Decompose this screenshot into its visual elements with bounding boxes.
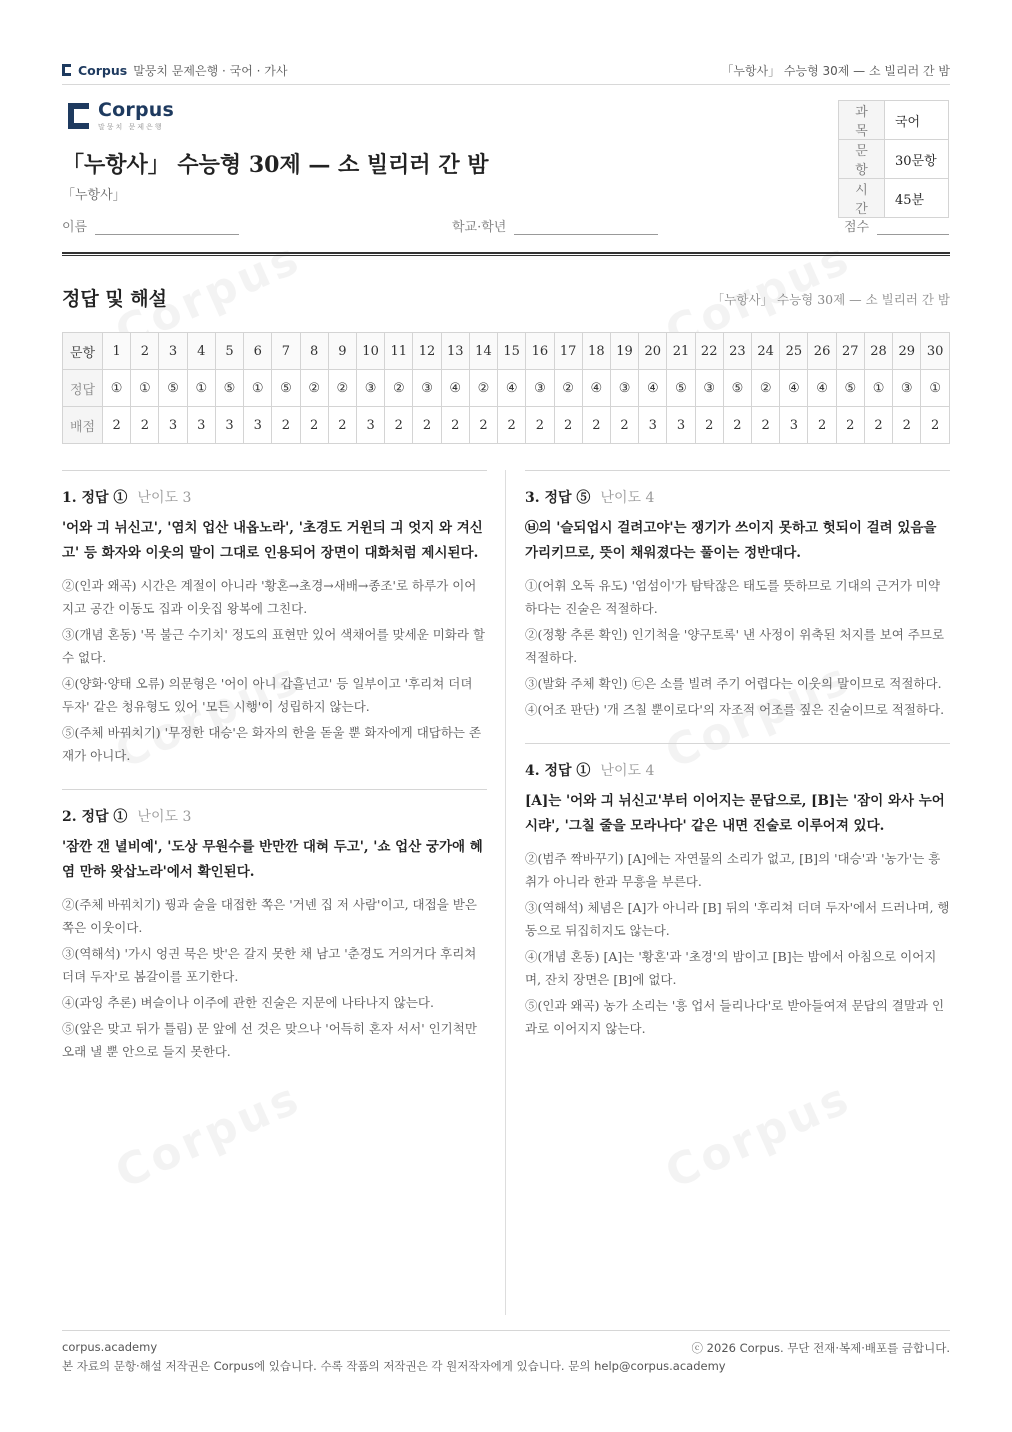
answer-number-cell: 22 [695, 333, 723, 370]
info-value-subject: 국어 [885, 101, 949, 140]
logo-word: Corpus [98, 99, 175, 121]
item-option-explanation: ②(범주 짝바꾸기) [A]에는 자연물의 소리가 없고, [B]의 '대승'과 '농가'는 흥취가 아니라 한과 무흥을 부른다. [525, 851, 941, 889]
document-subtitle: 「누항사」 [62, 188, 126, 203]
running-header-brand: Corpus [78, 62, 128, 78]
item-option-explanation: ②(인과 왜곡) 시간은 계절이 아니라 '황혼→초경→새배→종조'로 하루가 이어지고 공간 이동도 집과 이웃집 왕복에 그친다. [62, 578, 477, 616]
answer-choice-cell: ⑤ [159, 370, 187, 407]
answer-number-cell: 15 [498, 333, 526, 370]
school-field[interactable] [452, 216, 658, 235]
answer-choice-cell: ⑤ [215, 370, 243, 407]
info-key-subject: 과목 [839, 101, 885, 140]
student-fields [62, 216, 950, 238]
answer-points-cell: 2 [695, 407, 723, 444]
explanation-column-left [62, 470, 487, 1085]
answer-choice-cell: ④ [780, 370, 808, 407]
name-line[interactable] [95, 217, 239, 235]
row-label-number: 문항 [63, 333, 103, 370]
answer-points-cell: 2 [752, 407, 780, 444]
running-header-path: 말뭉치 문제은행 · 국어 · 가사 [133, 63, 288, 78]
answer-number-cell: 7 [272, 333, 300, 370]
item-option-explanation: ②(정황 추론 확인) 인기척을 '양구토록' 낸 사정이 위축된 처지를 보여 주므로 적절하다. [525, 627, 945, 665]
item-main-explanation: ㉥의 '슬되업시 걸려고야'는 쟁기가 쓰이지 못하고 헛되이 걸려 있음을 가리키므로, 뜻이 채워졌다는 풀이는 정반대다. [525, 520, 937, 561]
answer-choice-cell: ① [864, 370, 892, 407]
info-key-time: 시간 [839, 179, 885, 218]
footer-site: corpus.academy [62, 1340, 158, 1354]
answer-number-cell: 9 [328, 333, 356, 370]
document-title: 「누항사」 수능형 30제 — 소 빌리러 간 밤 [62, 152, 489, 178]
item-option-explanation: ④(과잉 추론) 벼슬이나 이주에 관한 진술은 지문에 나타나지 않는다. [62, 995, 434, 1010]
item-option-explanation: ①(어휘 오독 유도) '엄섬이'가 탐탁잖은 태도를 뜻하므로 기대의 근거가 미약하다는 진술은 적절하다. [525, 578, 941, 616]
answer-points-cell: 2 [836, 407, 864, 444]
row-label-answer: 정답 [63, 370, 103, 407]
section-running-title: 「누항사」 수능형 30제 — 소 빌리러 간 밤 [711, 292, 950, 307]
item-heading [62, 487, 487, 507]
answer-choice-cell: ③ [610, 370, 638, 407]
explanation-item [525, 743, 950, 1040]
explanation-item [62, 470, 487, 767]
answer-number-cell: 27 [836, 333, 864, 370]
answer-choice-cell: ④ [441, 370, 469, 407]
item-option-explanation: ⑤(주체 바꿔치기) '무정한 대승'은 화자의 한을 돋울 뿐 화자에게 대답하는 존재가 아니다. [62, 725, 482, 763]
answer-number-cell: 8 [300, 333, 328, 370]
answer-grid [62, 332, 950, 444]
answer-number-cell: 29 [893, 333, 921, 370]
answer-points-cell: 3 [187, 407, 215, 444]
answer-grid-answer-row [63, 370, 950, 407]
name-field[interactable] [62, 216, 239, 235]
answer-points-cell: 2 [441, 407, 469, 444]
answer-points-cell: 2 [385, 407, 413, 444]
answer-number-cell: 13 [441, 333, 469, 370]
answer-number-cell: 10 [356, 333, 384, 370]
footer-copyright: ⓒ 2026 Corpus. 무단 전재·복제·배포를 금합니다. [691, 1341, 950, 1355]
answer-number-cell: 18 [582, 333, 610, 370]
item-heading [525, 487, 950, 507]
explanation-column-right [525, 470, 950, 1062]
answer-points-cell: 2 [864, 407, 892, 444]
item-difficulty: 난이도 4 [600, 490, 655, 506]
answer-choice-cell: ③ [356, 370, 384, 407]
answer-points-cell: 2 [300, 407, 328, 444]
answer-points-cell: 3 [356, 407, 384, 444]
answer-choice-cell: ③ [526, 370, 554, 407]
info-key-questions: 문항 [839, 140, 885, 179]
item-answer: 1. 정답 ① [62, 490, 128, 506]
answer-choice-cell: ② [385, 370, 413, 407]
answer-number-cell: 16 [526, 333, 554, 370]
answer-points-cell: 2 [272, 407, 300, 444]
section-title: 정답 및 해설 [62, 288, 167, 310]
logo-sub: 말뭉치 문제은행 [98, 123, 164, 131]
answer-number-cell: 30 [921, 333, 950, 370]
answer-number-cell: 28 [864, 333, 892, 370]
answer-number-cell: 1 [103, 333, 131, 370]
score-field[interactable] [844, 216, 949, 235]
header-divider [62, 84, 950, 85]
watermark [658, 1072, 859, 1199]
item-option-explanation: ④(양화·양태 오류) 의문형은 '어이 아니 갑흘넌고' 등 일부이고 '후리쳐 더뎌 두자' 같은 청유형도 있어 '모든 시행'이 성립하지 않는다. [62, 676, 473, 714]
score-label: 점수 [844, 220, 870, 235]
item-option-explanation: ③(역해석) 체념은 [A]가 아니라 [B] 뒤의 '후리쳐 더뎌 두자'에서 드러나며, 행동으로 뒤집히지도 않는다. [525, 900, 950, 938]
answer-choice-cell: ③ [893, 370, 921, 407]
answer-points-cell: 2 [103, 407, 131, 444]
school-line[interactable] [514, 217, 658, 235]
item-option-explanation: ⑤(앞은 맞고 뒤가 틀림) 문 앞에 선 것은 맞으나 '어득히 혼자 서서' 인기척만 오래 낼 뿐 안으로 들지 못한다. [62, 1021, 477, 1059]
answer-points-cell: 2 [723, 407, 751, 444]
running-header [62, 58, 950, 82]
answer-points-cell: 2 [328, 407, 356, 444]
answer-points-cell: 2 [582, 407, 610, 444]
answer-number-cell: 14 [469, 333, 497, 370]
item-answer: 3. 정답 ⑤ [525, 490, 591, 506]
answer-points-cell: 2 [921, 407, 950, 444]
answer-choice-cell: ② [300, 370, 328, 407]
answer-points-cell: 3 [215, 407, 243, 444]
item-difficulty: 난이도 3 [137, 809, 192, 825]
footer-notice: 본 자료의 문항·해설 저작권은 Corpus에 있습니다. 수록 작품의 저작권은 각 원저작자에게 있습니다. 문의 help@corpus.academy [62, 1359, 726, 1373]
answer-choice-cell: ② [328, 370, 356, 407]
corpus-logo-icon [62, 64, 72, 76]
answer-number-cell: 20 [639, 333, 667, 370]
explanation-item [525, 470, 950, 721]
item-answer: 4. 정답 ① [525, 763, 591, 779]
exam-info-table [838, 100, 949, 218]
corpus-logo [68, 100, 174, 132]
item-option-explanation: ④(개념 혼동) [A]는 '황혼'과 '초경'의 밤이고 [B]는 밤에서 아침으로 이어지며, 잔치 장면은 [B]에 없다. [525, 949, 937, 987]
name-label: 이름 [62, 220, 88, 235]
title-double-rule [62, 252, 950, 256]
answer-choice-cell: ⑤ [836, 370, 864, 407]
answer-number-cell: 17 [554, 333, 582, 370]
answer-number-cell: 5 [215, 333, 243, 370]
answer-number-cell: 21 [667, 333, 695, 370]
answer-choice-cell: ② [752, 370, 780, 407]
answer-number-cell: 23 [723, 333, 751, 370]
answer-points-cell: 3 [159, 407, 187, 444]
answer-points-cell: 2 [526, 407, 554, 444]
info-value-questions: 30문항 [885, 140, 949, 179]
item-option-explanation: ②(주체 바꿔치기) 꿩과 술을 대접한 쪽은 '거넨 집 저 사람'이고, 대접을 받은 쪽은 이웃이다. [62, 897, 477, 935]
answer-choice-cell: ③ [413, 370, 441, 407]
answer-number-cell: 4 [187, 333, 215, 370]
answer-choice-cell: ④ [582, 370, 610, 407]
answer-number-cell: 25 [780, 333, 808, 370]
answer-points-cell: 3 [780, 407, 808, 444]
watermark [108, 1072, 309, 1199]
answer-choice-cell: ⑤ [667, 370, 695, 407]
answer-number-cell: 19 [610, 333, 638, 370]
item-difficulty: 난이도 3 [137, 490, 192, 506]
item-heading [62, 806, 487, 826]
answer-number-cell: 6 [244, 333, 272, 370]
answer-grid-points-row [63, 407, 950, 444]
info-value-time: 45분 [885, 179, 949, 218]
score-line[interactable] [877, 217, 949, 235]
answer-points-cell: 3 [667, 407, 695, 444]
item-main-explanation: [A]는 '어와 긔 뉘신고'부터 이어지는 문답으로, [B]는 '잠이 와사 누어 시랴', '그칠 줄을 모라나다' 같은 내면 진술로 이루어져 있다. [525, 793, 945, 834]
answer-choice-cell: ① [244, 370, 272, 407]
answer-number-cell: 2 [131, 333, 159, 370]
answer-points-cell: 2 [413, 407, 441, 444]
answer-number-cell: 11 [385, 333, 413, 370]
answer-choice-cell: ① [131, 370, 159, 407]
row-label-points: 배점 [63, 407, 103, 444]
item-option-explanation: ③(발화 주체 확인) ㉢은 소를 빌려 주기 어렵다는 이웃의 말이므로 적절하다. [525, 676, 942, 691]
explanation-item [62, 789, 487, 1063]
item-answer: 2. 정답 ① [62, 809, 128, 825]
answer-choice-cell: ② [469, 370, 497, 407]
answer-choice-cell: ④ [639, 370, 667, 407]
item-option-explanation: ④(어조 판단) '개 즈칠 뿐이로다'의 자조적 어조를 짚은 진술이므로 적절하다. [525, 702, 945, 717]
answer-choice-cell: ① [187, 370, 215, 407]
answer-number-cell: 24 [752, 333, 780, 370]
item-main-explanation: '잠깐 갠 녈비예', '도상 무원수를 반만깐 대혀 두고', '쇼 업산 궁가애 혜염 만하 왓삽노라'에서 확인된다. [62, 839, 483, 880]
answer-choice-cell: ⑤ [723, 370, 751, 407]
answer-number-cell: 12 [413, 333, 441, 370]
answer-grid-number-row [63, 333, 950, 370]
column-divider [505, 470, 506, 1315]
answer-points-cell: 2 [469, 407, 497, 444]
answer-points-cell: 2 [498, 407, 526, 444]
school-label: 학교·학년 [452, 220, 507, 235]
answer-points-cell: 2 [610, 407, 638, 444]
answer-choice-cell: ⑤ [272, 370, 300, 407]
footer-divider [62, 1330, 950, 1331]
answer-number-cell: 26 [808, 333, 836, 370]
answer-choice-cell: ② [554, 370, 582, 407]
answer-choice-cell: ③ [695, 370, 723, 407]
item-main-explanation: '어와 긔 뉘신고', '염치 업산 내옵노라', '초경도 거윈듸 긔 엇지 와 겨신고' 등 화자와 이웃의 말이 그대로 인용되어 장면이 대화처럼 제시된다. [62, 520, 483, 561]
running-header-title: 「누항사」 수능형 30제 — 소 빌리러 간 밤 [721, 63, 950, 78]
corpus-mark-icon [68, 103, 90, 129]
answer-number-cell: 3 [159, 333, 187, 370]
item-heading [525, 760, 950, 780]
answer-points-cell: 2 [893, 407, 921, 444]
answer-points-cell: 2 [554, 407, 582, 444]
item-difficulty: 난이도 4 [600, 763, 655, 779]
answer-choice-cell: ④ [498, 370, 526, 407]
answer-points-cell: 3 [244, 407, 272, 444]
answer-points-cell: 2 [131, 407, 159, 444]
item-option-explanation: ③(개념 혼동) '목 불근 수기치' 정도의 표현만 있어 색채어를 맞세운 미화라 할 수 없다. [62, 627, 486, 665]
item-option-explanation: ⑤(인과 왜곡) 농가 소리는 '흥 업서 들리나다'로 받아들여져 문답의 결말과 인과로 이어지지 않는다. [525, 998, 945, 1036]
answer-points-cell: 3 [639, 407, 667, 444]
item-option-explanation: ③(역해석) '가시 엉긘 묵은 밧'은 갈지 못한 채 남고 '춘경도 거의거다 후리쳐 더뎌 두자'로 봄갈이를 포기한다. [62, 946, 477, 984]
answer-choice-cell: ④ [808, 370, 836, 407]
answer-points-cell: 2 [808, 407, 836, 444]
answer-choice-cell: ① [103, 370, 131, 407]
answer-choice-cell: ① [921, 370, 950, 407]
